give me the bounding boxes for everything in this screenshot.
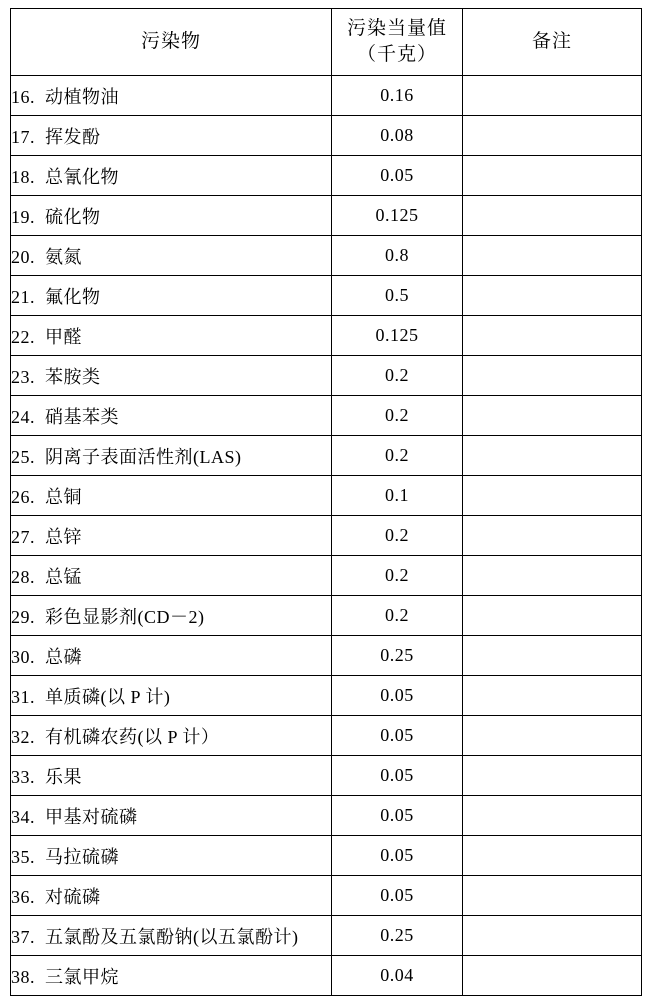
cell-pollutant-label: 乐果 [45,766,82,787]
cell-pollutant-index: 25. [11,446,35,467]
cell-equivalent-value: 0.5 [332,276,463,316]
cell-pollutant-label: 甲醛 [45,326,82,347]
cell-equivalent-value: 0.05 [332,836,463,876]
table-row [11,316,642,356]
cell-pollutant-label: 苯胺类 [45,366,101,387]
table-row [11,196,642,236]
cell-remark [463,796,642,836]
cell-remark [463,636,642,676]
cell-pollutant-label: 氨氮 [45,246,82,267]
table-row [11,556,642,596]
cell-remark [463,76,642,116]
column-header-pollutant-label: 污染物 [140,31,201,52]
cell-pollutant-index: 30. [11,646,35,667]
table-row [11,636,642,676]
cell-equivalent-value: 0.2 [332,596,463,636]
cell-pollutant-index: 16. [11,86,35,107]
cell-pollutant-index: 26. [11,486,35,507]
table-header [11,9,642,76]
cell-equivalent-value: 0.05 [332,716,463,756]
cell-pollutant-label: 三氯甲烷 [45,966,119,987]
cell-pollutant-name [11,436,332,476]
table-row [11,676,642,716]
cell-equivalent-value: 0.2 [332,356,463,396]
column-header-equivalent-value-lines [332,16,462,68]
cell-pollutant-index: 18. [11,166,35,187]
cell-equivalent-value: 0.05 [332,156,463,196]
cell-equivalent-value: 0.08 [332,116,463,156]
table-row [11,476,642,516]
cell-remark [463,476,642,516]
cell-remark [463,436,642,476]
cell-remark [463,516,642,556]
table-row [11,796,642,836]
cell-equivalent-value: 0.125 [332,316,463,356]
table-row [11,916,642,956]
cell-pollutant-label: 总磷 [45,646,82,667]
table-header-row [11,9,642,76]
cell-remark [463,316,642,356]
column-header-pollutant [11,9,332,76]
cell-equivalent-value: 0.2 [332,556,463,596]
cell-pollutant-name [11,716,332,756]
cell-pollutant-name [11,476,332,516]
cell-equivalent-value: 0.8 [332,236,463,276]
cell-pollutant-index: 24. [11,406,35,427]
cell-pollutant-index: 28. [11,566,35,587]
cell-remark [463,196,642,236]
cell-pollutant-label: 总氰化物 [45,166,119,187]
cell-equivalent-value: 0.04 [332,956,463,996]
table-row [11,356,642,396]
cell-pollutant-name [11,156,332,196]
cell-remark [463,276,642,316]
cell-pollutant-label: 硫化物 [45,206,101,227]
cell-pollutant-label: 单质磷(以 P 计) [45,686,171,707]
cell-pollutant-index: 31. [11,686,35,707]
table-row [11,116,642,156]
cell-pollutant-index: 37. [11,926,35,947]
cell-pollutant-label: 总锰 [45,566,82,587]
column-header-remark-label: 备注 [531,31,572,52]
cell-pollutant-index: 19. [11,206,35,227]
cell-equivalent-value: 0.25 [332,916,463,956]
table-row [11,596,642,636]
cell-pollutant-name [11,676,332,716]
cell-pollutant-name [11,636,332,676]
cell-pollutant-label: 总铜 [45,486,82,507]
cell-pollutant-index: 27. [11,526,35,547]
table-row [11,156,642,196]
cell-remark [463,756,642,796]
cell-equivalent-value: 0.05 [332,756,463,796]
cell-pollutant-name [11,356,332,396]
cell-pollutant-name [11,596,332,636]
table-row [11,76,642,116]
cell-equivalent-value: 0.16 [332,76,463,116]
cell-pollutant-index: 17. [11,126,35,147]
cell-remark [463,716,642,756]
cell-pollutant-name [11,876,332,916]
cell-remark [463,956,642,996]
cell-pollutant-name [11,236,332,276]
cell-equivalent-value: 0.05 [332,796,463,836]
cell-pollutant-label: 挥发酚 [45,126,101,147]
cell-remark [463,676,642,716]
table-body [11,76,642,996]
cell-pollutant-label: 动植物油 [45,86,119,107]
cell-remark [463,556,642,596]
cell-pollutant-label: 彩色显影剂(CD－2) [45,606,205,627]
cell-pollutant-name [11,796,332,836]
cell-pollutant-index: 22. [11,326,35,347]
table-row [11,516,642,556]
cell-pollutant-label: 甲基对硫磷 [45,806,138,827]
cell-pollutant-name [11,316,332,356]
cell-pollutant-index: 23. [11,366,35,387]
cell-pollutant-index: 32. [11,726,35,747]
cell-remark [463,356,642,396]
table-row [11,876,642,916]
cell-remark [463,156,642,196]
cell-pollutant-name [11,516,332,556]
cell-remark [463,396,642,436]
cell-equivalent-value: 0.1 [332,476,463,516]
cell-pollutant-index: 33. [11,766,35,787]
cell-pollutant-name [11,956,332,996]
cell-pollutant-index: 20. [11,246,35,267]
cell-remark [463,916,642,956]
column-header-equivalent-value [332,9,463,76]
table-row [11,836,642,876]
cell-equivalent-value: 0.125 [332,196,463,236]
cell-pollutant-label: 氟化物 [45,286,101,307]
cell-pollutant-label: 总锌 [45,526,82,547]
cell-equivalent-value: 0.25 [332,636,463,676]
cell-pollutant-name [11,396,332,436]
table-row [11,236,642,276]
table-row [11,436,642,476]
table-row [11,276,642,316]
cell-pollutant-label: 马拉硫磷 [45,846,119,867]
cell-equivalent-value: 0.05 [332,876,463,916]
cell-remark [463,876,642,916]
cell-pollutant-index: 38. [11,966,35,987]
cell-pollutant-index: 29. [11,606,35,627]
cell-pollutant-name [11,916,332,956]
cell-pollutant-index: 34. [11,806,35,827]
cell-pollutant-name [11,556,332,596]
cell-equivalent-value: 0.2 [332,396,463,436]
cell-pollutant-label: 五氯酚及五氯酚钠(以五氯酚计) [45,926,299,947]
cell-pollutant-name [11,276,332,316]
cell-pollutant-label: 对硫磷 [45,886,101,907]
cell-equivalent-value: 0.05 [332,676,463,716]
cell-pollutant-name [11,836,332,876]
pollutant-equivalent-table [10,8,642,996]
cell-pollutant-index: 21. [11,286,35,307]
cell-remark [463,596,642,636]
cell-remark [463,116,642,156]
cell-pollutant-label: 有机磷农药(以 P 计） [45,726,220,747]
cell-pollutant-name [11,196,332,236]
cell-remark [463,836,642,876]
column-header-remark [463,9,642,76]
cell-equivalent-value: 0.2 [332,516,463,556]
cell-pollutant-label: 硝基苯类 [45,406,119,427]
column-header-equivalent-value-line1: 污染当量值 [346,18,447,39]
cell-pollutant-label: 阴离子表面活性剂(LAS) [45,446,242,467]
table-row [11,396,642,436]
cell-pollutant-name [11,116,332,156]
column-header-equivalent-value-line2: （千克） [356,44,437,65]
cell-pollutant-index: 35. [11,846,35,867]
cell-pollutant-name [11,756,332,796]
table-row [11,716,642,756]
cell-remark [463,236,642,276]
cell-pollutant-index: 36. [11,886,35,907]
table-row [11,756,642,796]
cell-pollutant-name [11,76,332,116]
table-row [11,956,642,996]
cell-equivalent-value: 0.2 [332,436,463,476]
